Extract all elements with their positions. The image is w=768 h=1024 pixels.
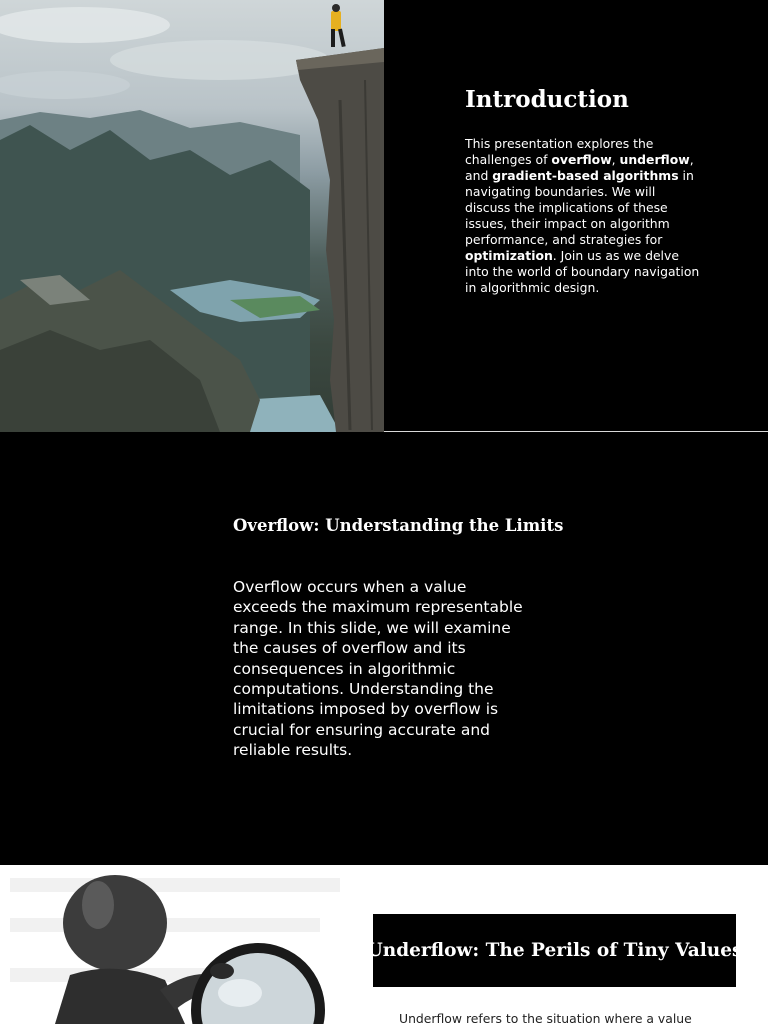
slide-title: Overflow: Understanding the Limits [233,516,564,535]
slide-title: Introduction [465,86,629,113]
bold-term: overflow [551,152,612,167]
bold-term: underflow [619,152,690,167]
body-text-segment: , [611,152,620,167]
body-text-segment: . Join us as we delve into the world of boundary navigation in algorithmic design. [465,248,700,295]
slide-body-text [465,136,703,296]
slide-body-text: Overflow occurs when a value exceeds the maximum representable range. In this slide, we will examine the causes of overflow and its consequences in algorithmic computations. Understanding the limitations imposed by overflow is crucial for ensuring accurate and reliable results. [233,578,523,760]
slide-title: Underflow: The Perils of Tiny Values [366,940,743,961]
figure-with-magnifier-illustration [0,865,360,1024]
cliff-edge-photo [0,0,384,432]
bold-term: gradient-based algorithms [492,168,679,183]
slide-body-text: Underflow refers to the situation where a value [399,1011,692,1024]
slide-underflow [0,865,768,1024]
body-text-segment: This presentation explores the challenges of [465,136,654,167]
body-text-segment: , and [465,152,694,183]
slide-title-box [366,914,743,987]
slide-overflow [0,432,768,865]
slide-introduction [0,0,768,432]
bold-term: optimization [465,248,553,263]
body-text-segment: in navigating boundaries. We will discuss the implications of these issues, their impact on algorithm performance, and strategies for [465,168,694,247]
